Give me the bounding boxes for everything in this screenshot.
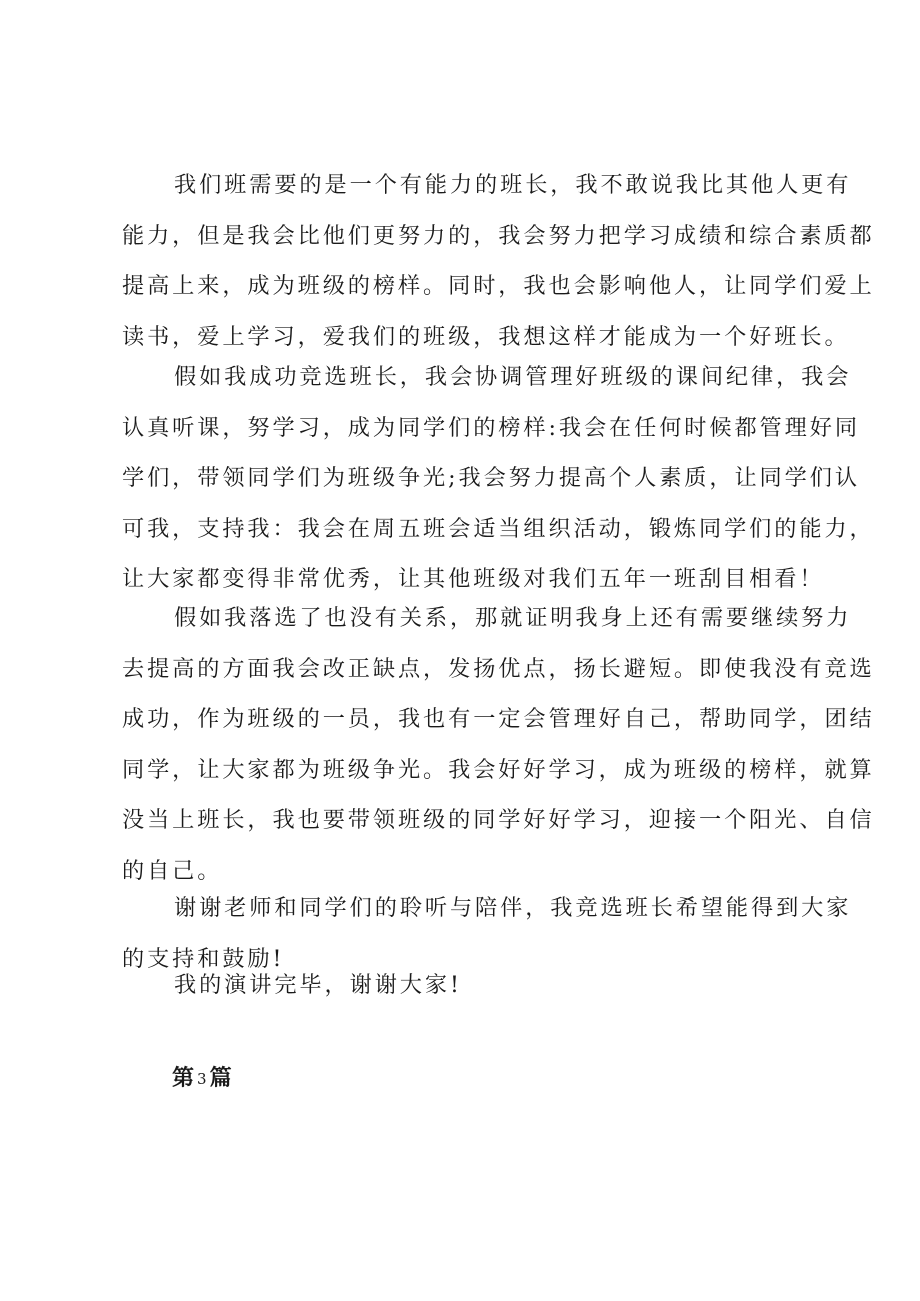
paragraph-line: 读书，爱上学习，爱我们的班级，我想这样才能成为一个好班长。 xyxy=(122,323,850,350)
paragraph-line: 认真听课，努学习，成为同学们的榜样:我会在任何时候都管理好同 xyxy=(122,414,860,441)
paragraph-line: 的自己。 xyxy=(122,857,223,884)
paragraph-line: 让大家都变得非常优秀，让其他班级对我们五年一班刮目相看！ xyxy=(122,566,825,592)
paragraph-line: 成功，作为班级的一员，我也有一定会管理好自己，帮助同学，团结 xyxy=(122,706,875,732)
paragraph-line: 没当上班长，我也要带领班级的同学好好学习，迎接一个阳光、自信 xyxy=(122,807,875,833)
heading-suffix: 篇 xyxy=(209,1065,233,1091)
heading-prefix: 第 xyxy=(172,1065,196,1091)
paragraph-line: 提高上来，成为班级的榜样。同时，我也会影响他人，让同学们爱上 xyxy=(122,273,875,299)
paragraph-line: 同学，让大家都为班级争光。我会好好学习，成为班级的榜样，就算 xyxy=(122,756,875,783)
section-heading xyxy=(172,1058,233,1099)
paragraph-line: 的支持和鼓励! xyxy=(122,945,285,972)
paragraph-line: 能力，但是我会比他们更努力的，我会努力把学习成绩和综合素质都 xyxy=(122,222,875,249)
paragraph-3 xyxy=(122,593,875,896)
paragraph-line: 去提高的方面我会改正缺点，发扬优点，扬长避短。即使我没有竞选 xyxy=(122,655,875,682)
paragraph-line: 假如我落选了也没有关系，那就证明我身上还有需要继续努力 xyxy=(174,605,852,631)
paragraph-line: 可我，支持我：我会在周五班会适当组织活动，锻炼同学们的能力， xyxy=(122,515,875,542)
paragraph-line: 谢谢老师和同学们的聆听与陪伴，我竞选班长希望能得到大家 xyxy=(174,895,852,921)
paragraph-1 xyxy=(122,160,875,362)
heading-number: 3 xyxy=(197,1070,208,1088)
paragraph-line: 假如我成功竞选班长，我会协调管理好班级的课间纪律，我会 xyxy=(174,364,852,390)
paragraph-2 xyxy=(122,352,875,605)
paragraph-5 xyxy=(122,960,812,1011)
paragraph-line: 我的演讲完毕，谢谢大家! xyxy=(174,972,462,998)
paragraph-line: 学们，带领同学们为班级争光;我会努力提高个人素质，让同学们认 xyxy=(122,465,860,491)
paragraph-line: 我们班需要的是一个有能力的班长，我不敢说我比其他人更有 xyxy=(174,172,852,198)
